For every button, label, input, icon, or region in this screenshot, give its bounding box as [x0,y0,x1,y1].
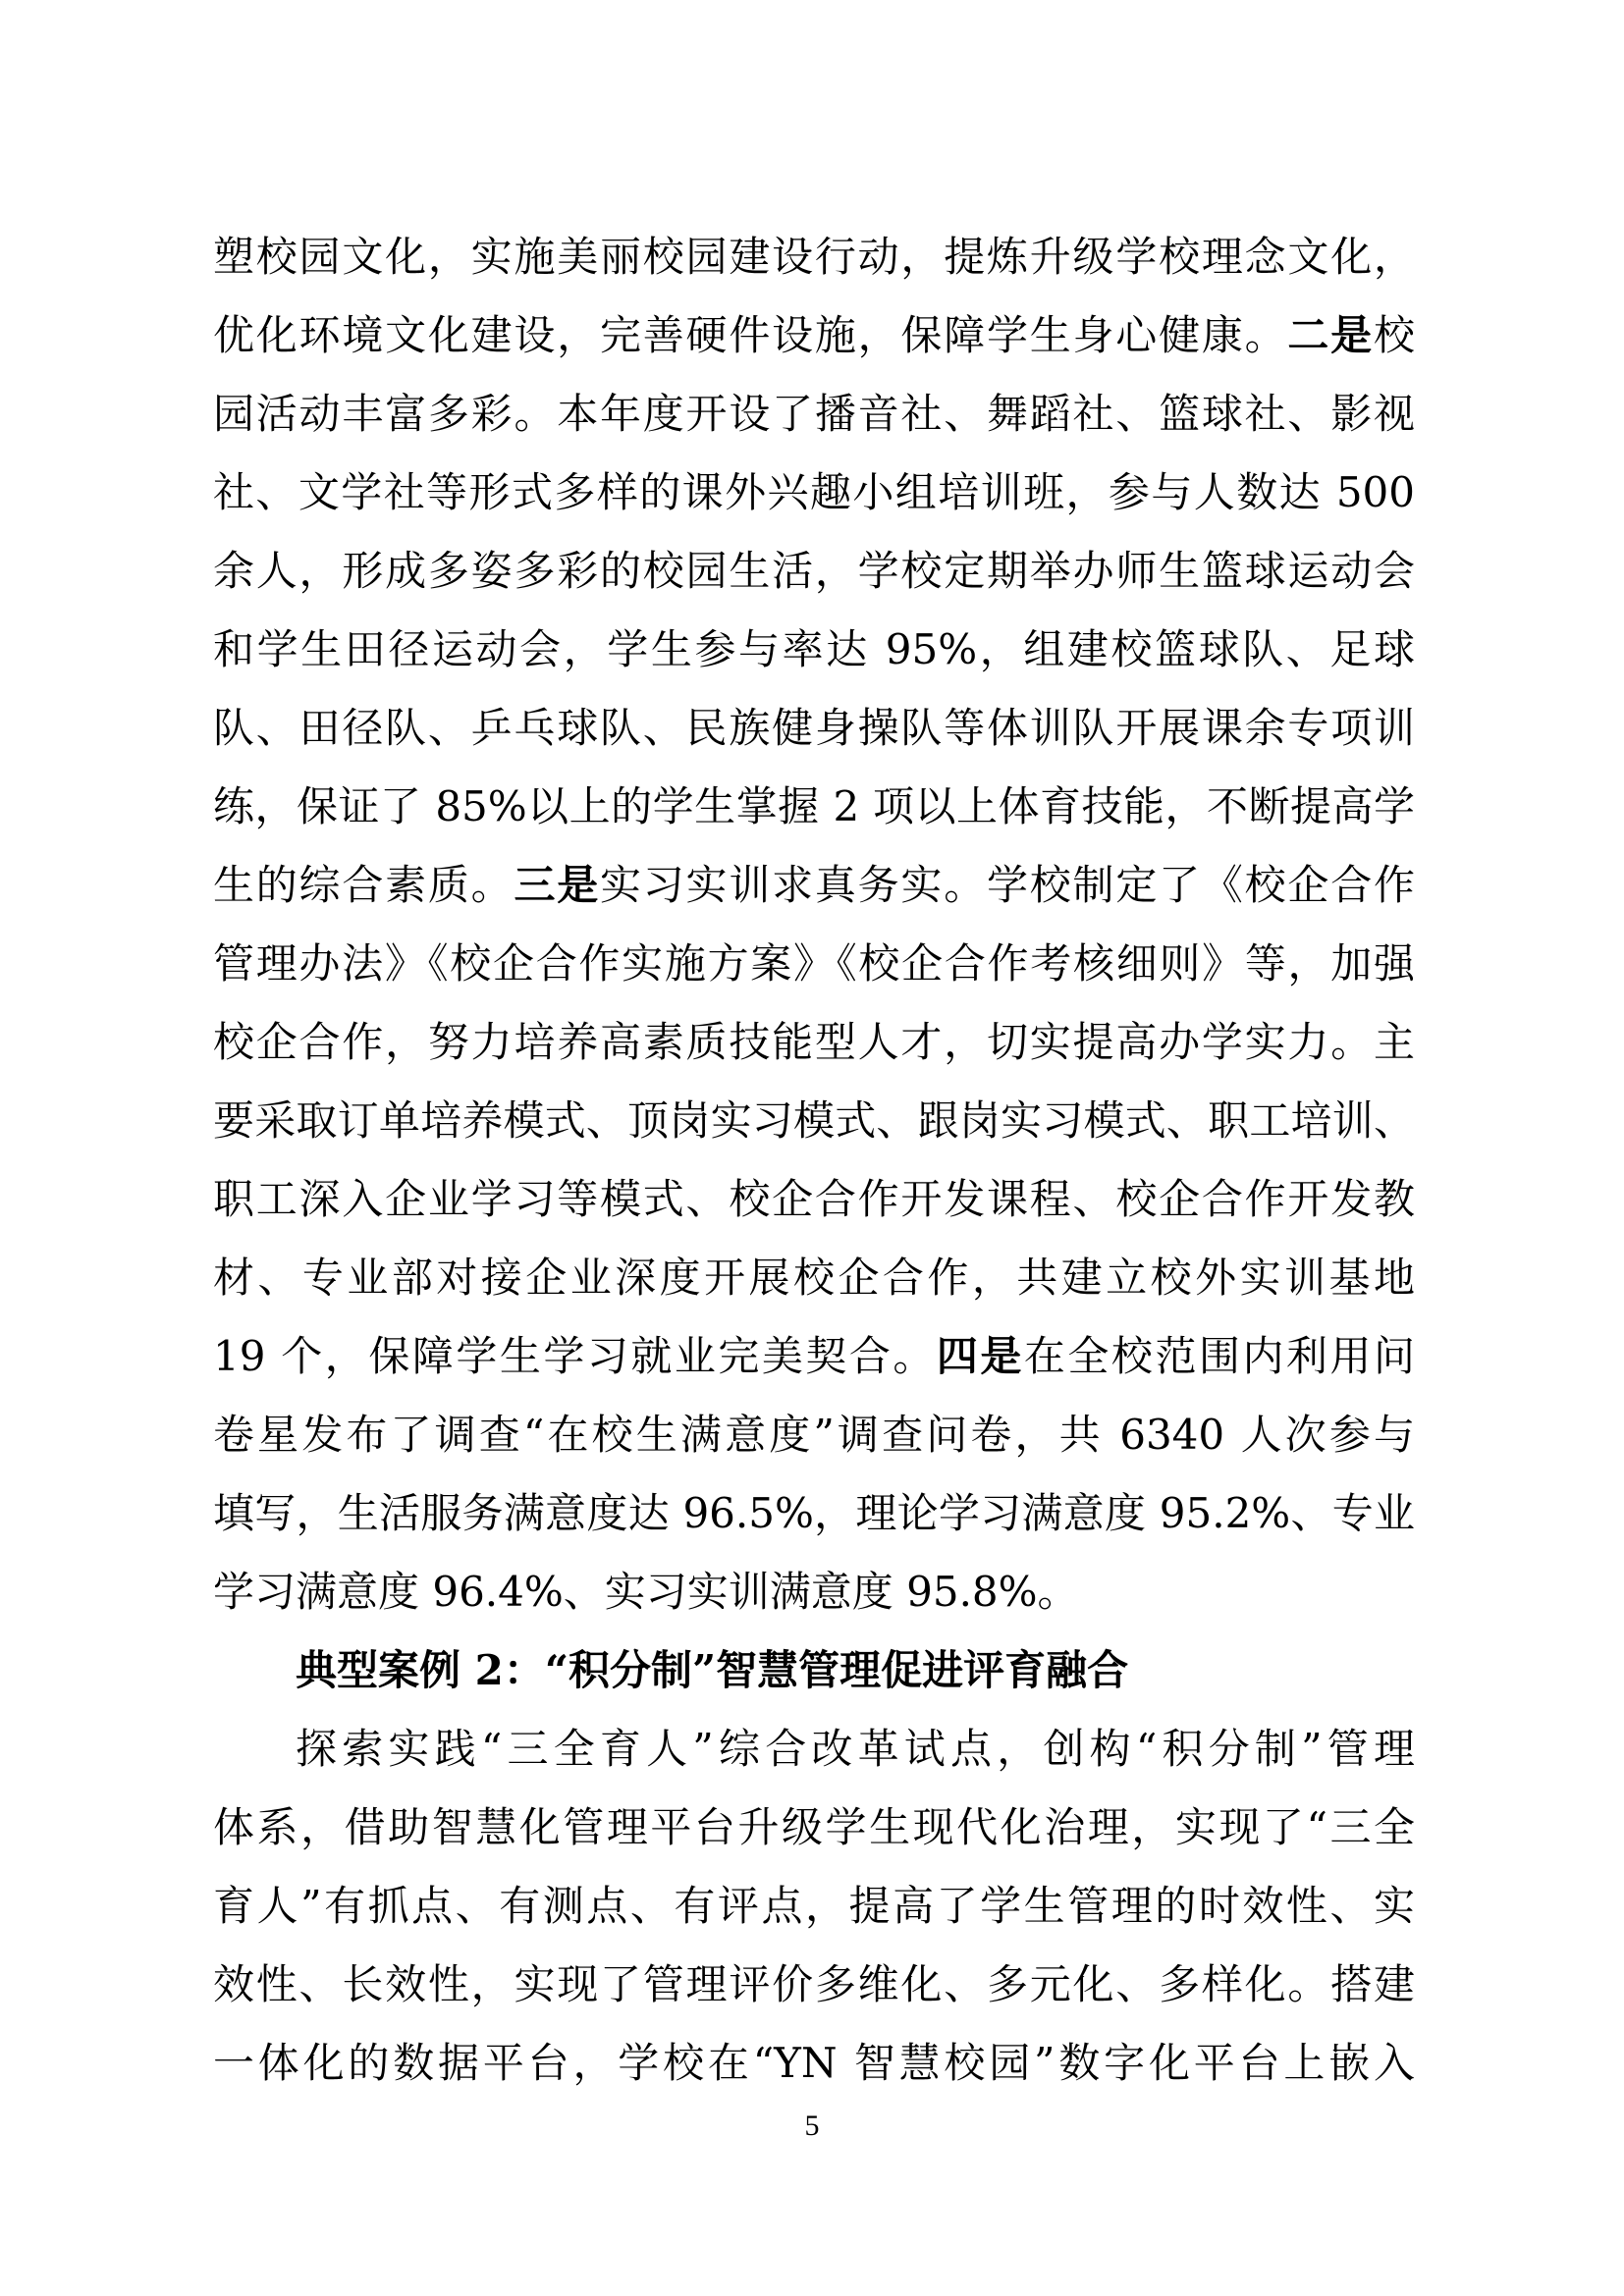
text-line: 探索实践“三全育人”综合改革试点，创构“积分制”管理 [296,1725,1415,1773]
text-line: 一体化的数据平台，学校在“YN 智慧校园”数字化平台上嵌入 [213,2039,1415,2087]
text-run: 实习实训求真务实。学校制定了《校企合作 [600,861,1415,909]
text-line: 管理办法》《校企合作实施方案》《校企合作考核细则》等，加强 [213,939,1415,988]
text-line: 和学生田径运动会，学生参与率达 95%，组建校篮球队、足球 [213,625,1415,673]
text-line: 育人”有抓点、有测点、有评点，提高了学生管理的时效性、实 [213,1882,1415,1930]
text-line: 社、文学社等形式多样的课外兴趣小组培训班，参与人数达 500 [213,468,1415,516]
text-line: 填写，生活服务满意度达 96.5%，理论学习满意度 95.2%、专业 [213,1489,1415,1537]
text-run: 在全校范围内利用问 [1023,1332,1415,1380]
text-line: 练，保证了 85%以上的学生掌握 2 项以上体育技能，不断提高学 [213,782,1415,830]
text-line: 效性、长效性，实现了管理评价多维化、多元化、多样化。搭建 [213,1960,1415,2008]
case-heading: 典型案例 2：“积分制”智慧管理促进评育融合 [296,1646,1129,1694]
text-line [213,846,1415,925]
text-line: 学习满意度 96.4%、实习实训满意度 95.8%。 [213,1568,1079,1616]
text-line: 体系，借助智慧化管理平台升级学生现代化治理，实现了“三全 [213,1803,1415,1851]
bold-marker: 四是 [936,1332,1024,1380]
body-text [213,218,1415,2103]
text-line [213,296,1415,375]
text-line: 余人，形成多姿多彩的校园生活，学校定期举办师生篮球运动会 [213,547,1415,595]
text-line [213,1317,1415,1396]
text-line: 园活动丰富多彩。本年度开设了播音社、舞蹈社、篮球社、影视 [213,390,1415,438]
bold-marker: 二是 [1287,311,1374,359]
text-run: 19 个，保障学生学习就业完美契合。 [213,1332,937,1380]
text-line: 卷星发布了调查“在校生满意度”调查问卷，共 6340 人次参与 [213,1411,1415,1459]
page-number: 5 [804,2109,820,2142]
text-line: 校企合作，努力培养高素质技能型人才，切实提高办学实力。主 [213,1018,1415,1066]
text-line: 队、田径队、乒乓球队、民族健身操队等体训队开展课余专项训 [213,704,1415,752]
text-line: 材、专业部对接企业深度开展校企合作，共建立校外实训基地 [213,1254,1415,1302]
text-run: 生的综合素质。 [213,861,514,909]
text-line: 职工深入企业学习等模式、校企合作开发课程、校企合作开发教 [213,1175,1415,1223]
text-run: 校 [1373,311,1415,359]
text-line: 塑校园文化，实施美丽校园建设行动，提炼升级学校理念文化， [213,233,1415,281]
text-line: 要采取订单培养模式、顶岗实习模式、跟岗实习模式、职工培训、 [213,1096,1415,1145]
text-run: 优化环境文化建设，完善硬件设施，保障学生身心健康。 [213,311,1288,359]
bold-marker: 三是 [514,861,600,909]
